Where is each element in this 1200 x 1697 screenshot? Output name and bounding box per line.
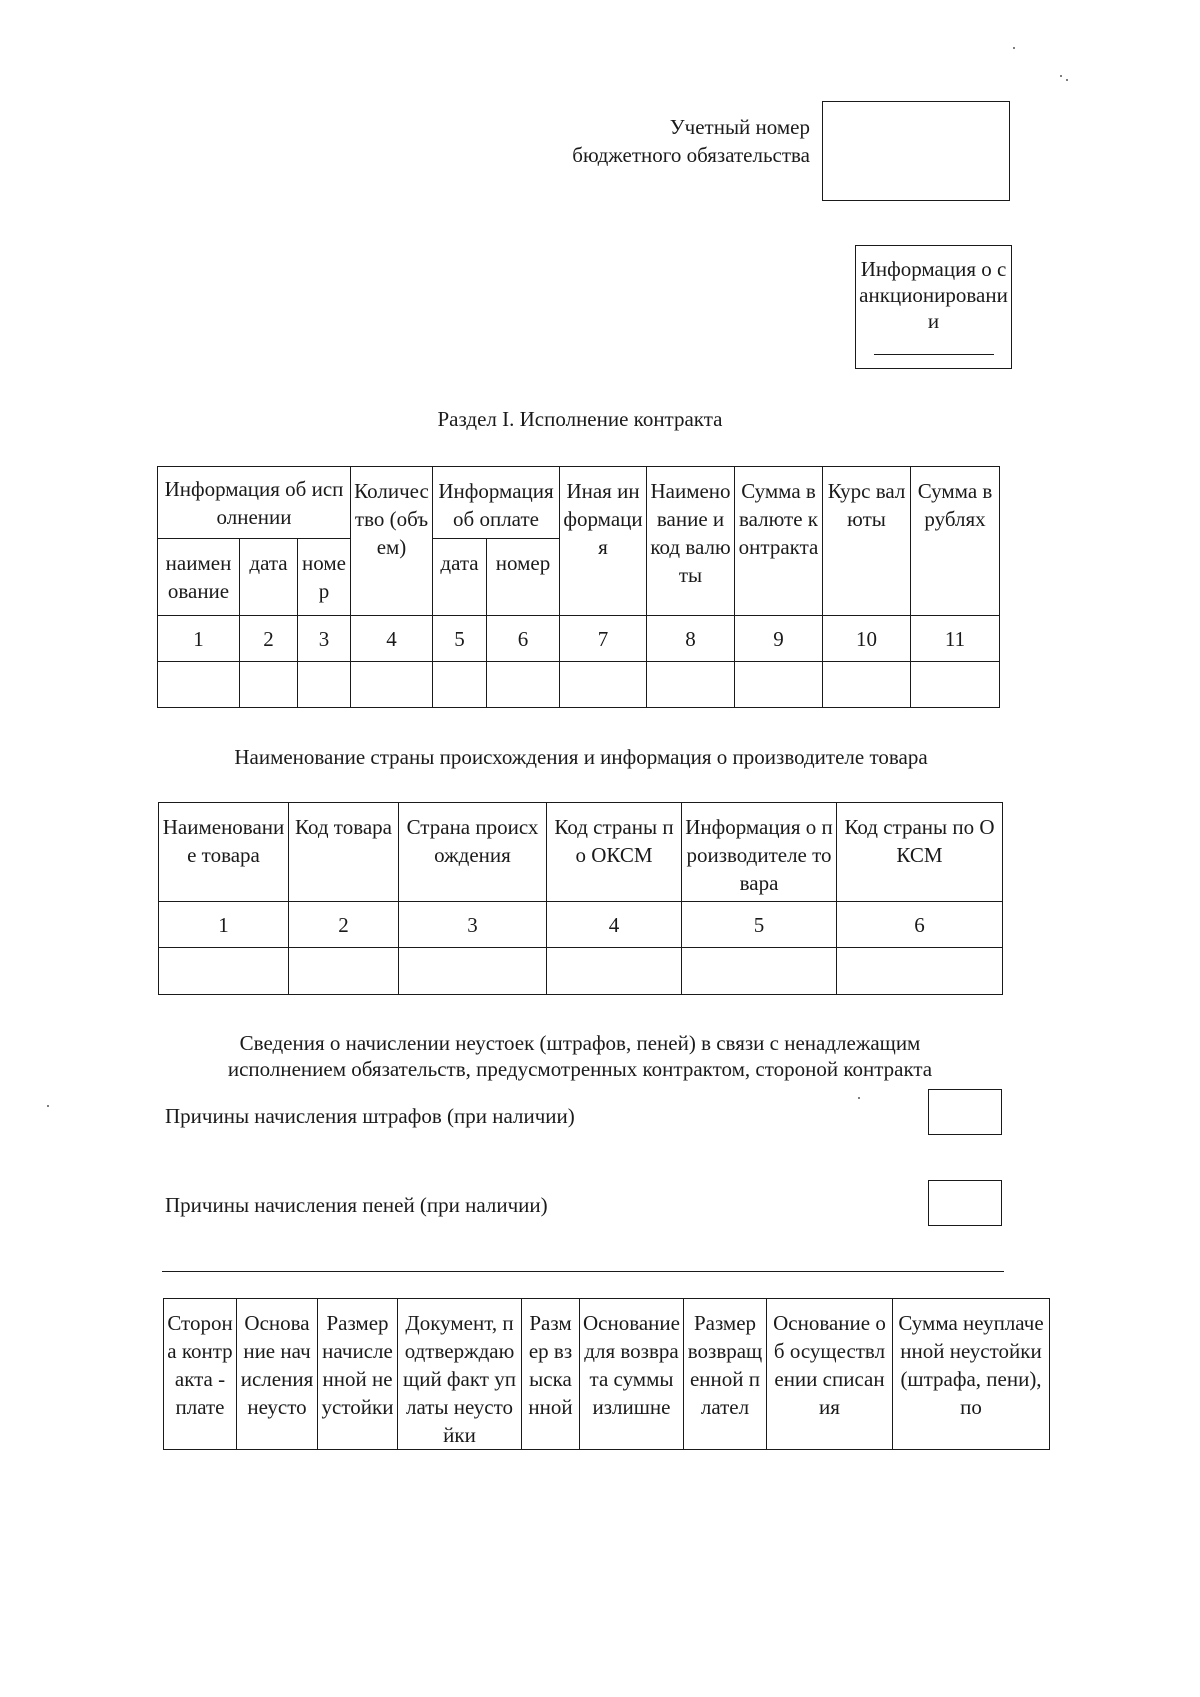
data-cell[interactable] — [240, 662, 298, 708]
column-number: 6 — [487, 616, 560, 662]
penalties-title-line1: Сведения о начислении неустоек (штрафов, пеней) в связи с ненадлежащим — [239, 1031, 921, 1055]
column-number: 2 — [289, 902, 399, 948]
column-number: 3 — [298, 616, 351, 662]
scan-speck — [47, 1105, 49, 1107]
column-number: 1 — [158, 616, 240, 662]
column-number: 3 — [399, 902, 547, 948]
fines-reason-box[interactable] — [928, 1089, 1002, 1135]
penalties-header-party: Сторона контракта - плате — [164, 1299, 237, 1450]
penalties-header-payment-document: Документ, подтверждающий факт уплаты неустойки — [398, 1299, 522, 1450]
scan-speck — [858, 1097, 860, 1099]
origin-header-manufacturer-country-code: Код страны по ОКСМ — [837, 803, 1003, 902]
penalties-header-collected: Размер взысканной — [522, 1299, 580, 1450]
account-number-label: Учетный номер бюджетного обязательства — [572, 115, 810, 167]
data-cell[interactable] — [647, 662, 735, 708]
penalty-reason-box[interactable] — [928, 1180, 1002, 1226]
separator-line — [162, 1271, 1004, 1272]
origin-title: Наименование страны происхождения и информация о производителе товара — [234, 745, 928, 769]
header-payment-info: Информация об оплате — [433, 467, 560, 539]
penalties-header-basis: Основание начисления неусто — [237, 1299, 318, 1450]
penalties-header-refunded: Размер возвращенной плател — [684, 1299, 767, 1450]
data-cell[interactable] — [487, 662, 560, 708]
penalties-title-line2: исполнением обязательств, предусмотренных контрактом, стороной контракта — [227, 1057, 933, 1081]
header-currency-name: Наименование и код валюты — [647, 467, 735, 616]
header-pay-number: номер — [487, 539, 560, 616]
column-number: 5 — [433, 616, 487, 662]
header-sum-currency: Сумма в валюте контракта — [735, 467, 823, 616]
penalties-table — [163, 1298, 1050, 1450]
data-cell[interactable] — [289, 948, 399, 995]
data-cell[interactable] — [433, 662, 487, 708]
data-cell[interactable] — [823, 662, 911, 708]
header-exec-date: дата — [240, 539, 298, 616]
header-quantity: Количество (объем) — [351, 467, 433, 616]
column-number: 2 — [240, 616, 298, 662]
penalty-reason-label: Причины начисления пеней (при наличии) — [165, 1193, 548, 1217]
origin-header-manufacturer: Информация о производителе товара — [682, 803, 837, 902]
data-cell[interactable] — [547, 948, 682, 995]
scan-speck — [1066, 79, 1068, 81]
penalties-header-amount: Размер начисленной неустойки — [318, 1299, 398, 1450]
scan-speck — [1060, 75, 1062, 77]
sanction-info-label: Информация о санкционировании — [859, 257, 1008, 333]
origin-header-country: Страна происхождения — [399, 803, 547, 902]
account-number-box[interactable] — [822, 101, 1010, 201]
origin-header-country-code: Код страны по ОКСМ — [547, 803, 682, 902]
column-number: 9 — [735, 616, 823, 662]
sanction-info-underline — [874, 354, 994, 355]
column-number: 4 — [547, 902, 682, 948]
column-number: 1 — [159, 902, 289, 948]
origin-header-product-code: Код товара — [289, 803, 399, 902]
fines-reason-label: Причины начисления штрафов (при наличии) — [165, 1104, 575, 1128]
data-cell[interactable] — [837, 948, 1003, 995]
header-exec-number: номер — [298, 539, 351, 616]
data-cell[interactable] — [351, 662, 433, 708]
header-sum-rub: Сумма в рублях — [911, 467, 1000, 616]
sanction-info-box — [855, 245, 1012, 369]
scan-speck — [1013, 47, 1015, 49]
penalties-header-refund-basis: Основание для возврата суммы излишне — [580, 1299, 684, 1450]
column-number: 6 — [837, 902, 1003, 948]
column-number: 5 — [682, 902, 837, 948]
column-number: 7 — [560, 616, 647, 662]
header-exec-info: Информация об исполнении — [158, 467, 351, 539]
header-other-info: Иная информация — [560, 467, 647, 616]
data-cell[interactable] — [560, 662, 647, 708]
column-number: 11 — [911, 616, 1000, 662]
data-cell[interactable] — [735, 662, 823, 708]
data-cell[interactable] — [298, 662, 351, 708]
header-exec-name: наименование — [158, 539, 240, 616]
contract-execution-table — [157, 466, 1000, 708]
section1-title: Раздел I. Исполнение контракта — [437, 407, 723, 431]
penalties-header-writeoff-basis: Основание об осуществлении списания — [767, 1299, 893, 1450]
data-cell[interactable] — [158, 662, 240, 708]
column-number: 4 — [351, 616, 433, 662]
origin-header-product-name: Наименование товара — [159, 803, 289, 902]
header-pay-date: дата — [433, 539, 487, 616]
data-cell[interactable] — [682, 948, 837, 995]
data-cell[interactable] — [159, 948, 289, 995]
penalties-header-unpaid-sum: Сумма неуплаченной неустойки (штрафа, пени), по — [893, 1299, 1050, 1450]
data-cell[interactable] — [399, 948, 547, 995]
column-number: 10 — [823, 616, 911, 662]
column-number: 8 — [647, 616, 735, 662]
header-rate: Курс валюты — [823, 467, 911, 616]
data-cell[interactable] — [911, 662, 1000, 708]
origin-table — [158, 802, 1003, 995]
